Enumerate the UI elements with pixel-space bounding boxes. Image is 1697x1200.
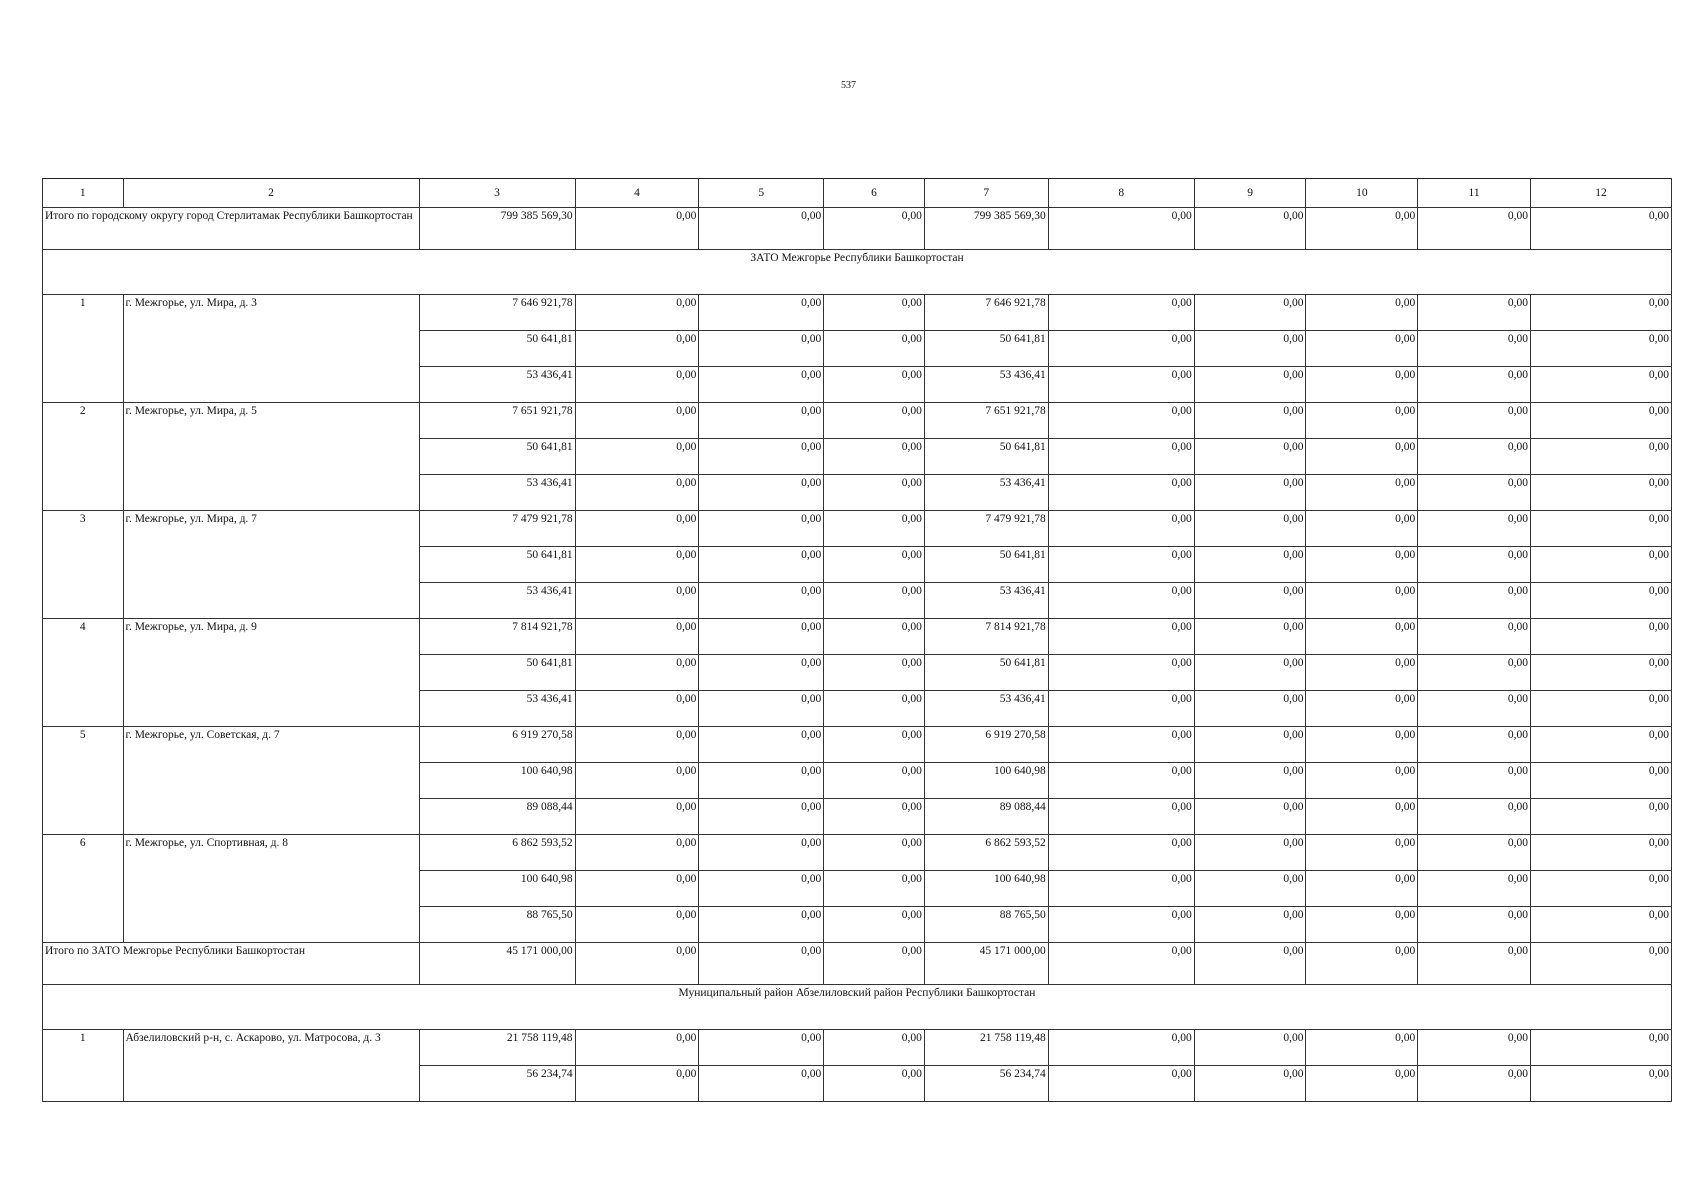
value-col-12: 0,00 <box>1530 295 1671 331</box>
value-col-6: 0,00 <box>824 439 925 475</box>
value-col-5: 0,00 <box>699 295 824 331</box>
column-header-7: 7 <box>924 179 1048 208</box>
value-col-12: 0,00 <box>1530 691 1671 727</box>
value-col-6: 0,00 <box>824 655 925 691</box>
value-col-4: 0,00 <box>575 727 699 763</box>
object-address: г. Межгорье, ул. Мира, д. 7 <box>123 511 419 619</box>
value-col-9: 0,00 <box>1194 1066 1306 1102</box>
value-col-5: 0,00 <box>699 727 824 763</box>
value-col-6: 0,00 <box>824 547 925 583</box>
value-col-3: 88 765,50 <box>419 907 575 943</box>
value-col-10: 0,00 <box>1306 907 1418 943</box>
value-col-9: 0,00 <box>1194 763 1306 799</box>
total-value-col-3: 45 171 000,00 <box>419 943 575 985</box>
value-col-8: 0,00 <box>1048 871 1194 907</box>
value-col-11: 0,00 <box>1418 871 1531 907</box>
value-col-10: 0,00 <box>1306 367 1418 403</box>
value-col-5: 0,00 <box>699 655 824 691</box>
value-col-5: 0,00 <box>699 511 824 547</box>
value-col-3: 7 651 921,78 <box>419 403 575 439</box>
value-col-7: 100 640,98 <box>924 871 1048 907</box>
value-col-3: 7 646 921,78 <box>419 295 575 331</box>
column-header-5: 5 <box>699 179 824 208</box>
total-value-col-11: 0,00 <box>1418 943 1531 985</box>
value-col-9: 0,00 <box>1194 439 1306 475</box>
value-col-10: 0,00 <box>1306 727 1418 763</box>
value-col-12: 0,00 <box>1530 655 1671 691</box>
value-col-10: 0,00 <box>1306 835 1418 871</box>
column-header-6: 6 <box>824 179 925 208</box>
total-value-col-5: 0,00 <box>699 208 824 250</box>
value-col-12: 0,00 <box>1530 475 1671 511</box>
value-col-11: 0,00 <box>1418 619 1531 655</box>
object-address: г. Межгорье, ул. Советская, д. 7 <box>123 727 419 835</box>
value-col-8: 0,00 <box>1048 367 1194 403</box>
value-col-3: 6 862 593,52 <box>419 835 575 871</box>
value-col-7: 100 640,98 <box>924 763 1048 799</box>
value-col-10: 0,00 <box>1306 547 1418 583</box>
value-col-12: 0,00 <box>1530 583 1671 619</box>
value-col-7: 21 758 119,48 <box>924 1030 1048 1066</box>
value-col-6: 0,00 <box>824 367 925 403</box>
value-col-8: 0,00 <box>1048 799 1194 835</box>
total-value-col-4: 0,00 <box>575 943 699 985</box>
total-value-col-7: 799 385 569,30 <box>924 208 1048 250</box>
value-col-10: 0,00 <box>1306 331 1418 367</box>
value-col-4: 0,00 <box>575 1066 699 1102</box>
value-col-7: 7 651 921,78 <box>924 403 1048 439</box>
total-value-col-11: 0,00 <box>1418 208 1531 250</box>
value-col-10: 0,00 <box>1306 1030 1418 1066</box>
value-col-3: 56 234,74 <box>419 1066 575 1102</box>
value-col-4: 0,00 <box>575 871 699 907</box>
value-col-4: 0,00 <box>575 295 699 331</box>
value-col-11: 0,00 <box>1418 1066 1531 1102</box>
table-body <box>43 208 1672 1102</box>
value-col-5: 0,00 <box>699 403 824 439</box>
total-value-col-9: 0,00 <box>1194 208 1306 250</box>
value-col-4: 0,00 <box>575 763 699 799</box>
value-col-5: 0,00 <box>699 331 824 367</box>
value-col-4: 0,00 <box>575 367 699 403</box>
value-col-6: 0,00 <box>824 1030 925 1066</box>
value-col-8: 0,00 <box>1048 691 1194 727</box>
value-col-8: 0,00 <box>1048 547 1194 583</box>
value-col-4: 0,00 <box>575 331 699 367</box>
object-address: г. Межгорье, ул. Мира, д. 3 <box>123 295 419 403</box>
value-col-3: 53 436,41 <box>419 475 575 511</box>
value-col-11: 0,00 <box>1418 799 1531 835</box>
value-col-8: 0,00 <box>1048 511 1194 547</box>
value-col-9: 0,00 <box>1194 403 1306 439</box>
total-value-col-10: 0,00 <box>1306 943 1418 985</box>
value-col-10: 0,00 <box>1306 583 1418 619</box>
value-col-8: 0,00 <box>1048 475 1194 511</box>
value-col-5: 0,00 <box>699 619 824 655</box>
value-col-12: 0,00 <box>1530 727 1671 763</box>
value-col-8: 0,00 <box>1048 439 1194 475</box>
value-col-7: 50 641,81 <box>924 655 1048 691</box>
row-number: 5 <box>43 727 124 835</box>
value-col-9: 0,00 <box>1194 367 1306 403</box>
value-col-10: 0,00 <box>1306 295 1418 331</box>
total-value-col-12: 0,00 <box>1530 943 1671 985</box>
table-row <box>43 835 1672 871</box>
value-col-9: 0,00 <box>1194 1030 1306 1066</box>
value-col-8: 0,00 <box>1048 331 1194 367</box>
value-col-3: 89 088,44 <box>419 799 575 835</box>
column-header-4: 4 <box>575 179 699 208</box>
value-col-9: 0,00 <box>1194 907 1306 943</box>
table-header <box>43 179 1672 208</box>
column-header-2: 2 <box>123 179 419 208</box>
table-row <box>43 511 1672 547</box>
value-col-10: 0,00 <box>1306 403 1418 439</box>
value-col-10: 0,00 <box>1306 511 1418 547</box>
value-col-9: 0,00 <box>1194 547 1306 583</box>
value-col-5: 0,00 <box>699 835 824 871</box>
value-col-7: 50 641,81 <box>924 547 1048 583</box>
value-col-5: 0,00 <box>699 907 824 943</box>
value-col-12: 0,00 <box>1530 1030 1671 1066</box>
value-col-3: 100 640,98 <box>419 763 575 799</box>
total-value-col-10: 0,00 <box>1306 208 1418 250</box>
value-col-4: 0,00 <box>575 511 699 547</box>
total-value-col-5: 0,00 <box>699 943 824 985</box>
value-col-5: 0,00 <box>699 763 824 799</box>
table-row <box>43 403 1672 439</box>
value-col-11: 0,00 <box>1418 727 1531 763</box>
value-col-8: 0,00 <box>1048 835 1194 871</box>
value-col-10: 0,00 <box>1306 475 1418 511</box>
value-col-9: 0,00 <box>1194 655 1306 691</box>
value-col-6: 0,00 <box>824 331 925 367</box>
value-col-5: 0,00 <box>699 1030 824 1066</box>
value-col-9: 0,00 <box>1194 583 1306 619</box>
value-col-4: 0,00 <box>575 835 699 871</box>
value-col-11: 0,00 <box>1418 655 1531 691</box>
value-col-7: 7 814 921,78 <box>924 619 1048 655</box>
value-col-3: 53 436,41 <box>419 583 575 619</box>
value-col-11: 0,00 <box>1418 1030 1531 1066</box>
value-col-8: 0,00 <box>1048 1030 1194 1066</box>
value-col-12: 0,00 <box>1530 367 1671 403</box>
value-col-8: 0,00 <box>1048 583 1194 619</box>
total-value-col-7: 45 171 000,00 <box>924 943 1048 985</box>
total-value-col-3: 799 385 569,30 <box>419 208 575 250</box>
value-col-4: 0,00 <box>575 403 699 439</box>
value-col-9: 0,00 <box>1194 799 1306 835</box>
value-col-7: 88 765,50 <box>924 907 1048 943</box>
value-col-4: 0,00 <box>575 907 699 943</box>
value-col-3: 21 758 119,48 <box>419 1030 575 1066</box>
total-value-col-4: 0,00 <box>575 208 699 250</box>
value-col-7: 56 234,74 <box>924 1066 1048 1102</box>
value-col-8: 0,00 <box>1048 907 1194 943</box>
value-col-9: 0,00 <box>1194 511 1306 547</box>
value-col-11: 0,00 <box>1418 403 1531 439</box>
table-row <box>43 295 1672 331</box>
value-col-4: 0,00 <box>575 655 699 691</box>
value-col-7: 53 436,41 <box>924 367 1048 403</box>
value-col-3: 100 640,98 <box>419 871 575 907</box>
value-col-6: 0,00 <box>824 727 925 763</box>
value-col-5: 0,00 <box>699 475 824 511</box>
value-col-7: 6 919 270,58 <box>924 727 1048 763</box>
value-col-6: 0,00 <box>824 907 925 943</box>
value-col-5: 0,00 <box>699 547 824 583</box>
value-col-12: 0,00 <box>1530 871 1671 907</box>
value-col-9: 0,00 <box>1194 727 1306 763</box>
value-col-11: 0,00 <box>1418 763 1531 799</box>
section-row <box>43 985 1672 1030</box>
value-col-6: 0,00 <box>824 835 925 871</box>
value-col-12: 0,00 <box>1530 835 1671 871</box>
value-col-12: 0,00 <box>1530 1066 1671 1102</box>
object-address: г. Межгорье, ул. Мира, д. 9 <box>123 619 419 727</box>
value-col-4: 0,00 <box>575 439 699 475</box>
total-value-col-6: 0,00 <box>824 208 925 250</box>
value-col-4: 0,00 <box>575 799 699 835</box>
value-col-3: 7 479 921,78 <box>419 511 575 547</box>
value-col-6: 0,00 <box>824 799 925 835</box>
table-row <box>43 1030 1672 1066</box>
value-col-3: 6 919 270,58 <box>419 727 575 763</box>
value-col-12: 0,00 <box>1530 907 1671 943</box>
value-col-7: 7 646 921,78 <box>924 295 1048 331</box>
value-col-5: 0,00 <box>699 691 824 727</box>
value-col-3: 50 641,81 <box>419 655 575 691</box>
value-col-6: 0,00 <box>824 475 925 511</box>
value-col-10: 0,00 <box>1306 799 1418 835</box>
total-value-col-9: 0,00 <box>1194 943 1306 985</box>
section-title: Муниципальный район Абзелиловский район Республики Башкортостан <box>43 985 1672 1030</box>
total-label: Итого по ЗАТО Межгорье Республики Башкортостан <box>43 943 420 985</box>
value-col-5: 0,00 <box>699 439 824 475</box>
value-col-10: 0,00 <box>1306 871 1418 907</box>
object-address: г. Межгорье, ул. Мира, д. 5 <box>123 403 419 511</box>
value-col-11: 0,00 <box>1418 475 1531 511</box>
total-value-col-6: 0,00 <box>824 943 925 985</box>
value-col-11: 0,00 <box>1418 439 1531 475</box>
value-col-9: 0,00 <box>1194 475 1306 511</box>
value-col-4: 0,00 <box>575 619 699 655</box>
value-col-6: 0,00 <box>824 691 925 727</box>
total-value-col-8: 0,00 <box>1048 943 1194 985</box>
value-col-6: 0,00 <box>824 583 925 619</box>
value-col-8: 0,00 <box>1048 655 1194 691</box>
value-col-5: 0,00 <box>699 1066 824 1102</box>
total-value-col-8: 0,00 <box>1048 208 1194 250</box>
total-value-col-12: 0,00 <box>1530 208 1671 250</box>
value-col-9: 0,00 <box>1194 871 1306 907</box>
value-col-7: 53 436,41 <box>924 475 1048 511</box>
value-col-6: 0,00 <box>824 619 925 655</box>
object-address: Абзелиловский р-н, с. Аскарово, ул. Матросова, д. 3 <box>123 1030 419 1102</box>
value-col-6: 0,00 <box>824 763 925 799</box>
value-col-7: 53 436,41 <box>924 691 1048 727</box>
row-number: 3 <box>43 511 124 619</box>
value-col-8: 0,00 <box>1048 295 1194 331</box>
value-col-9: 0,00 <box>1194 835 1306 871</box>
table-row <box>43 727 1672 763</box>
row-number: 4 <box>43 619 124 727</box>
value-col-9: 0,00 <box>1194 619 1306 655</box>
value-col-6: 0,00 <box>824 1066 925 1102</box>
value-col-8: 0,00 <box>1048 619 1194 655</box>
value-col-11: 0,00 <box>1418 367 1531 403</box>
column-header-10: 10 <box>1306 179 1418 208</box>
value-col-8: 0,00 <box>1048 1066 1194 1102</box>
column-header-12: 12 <box>1530 179 1671 208</box>
total-row <box>43 943 1672 985</box>
value-col-12: 0,00 <box>1530 511 1671 547</box>
value-col-11: 0,00 <box>1418 547 1531 583</box>
value-col-9: 0,00 <box>1194 331 1306 367</box>
value-col-4: 0,00 <box>575 1030 699 1066</box>
value-col-10: 0,00 <box>1306 1066 1418 1102</box>
value-col-9: 0,00 <box>1194 691 1306 727</box>
value-col-6: 0,00 <box>824 403 925 439</box>
value-col-3: 50 641,81 <box>419 439 575 475</box>
value-col-10: 0,00 <box>1306 691 1418 727</box>
value-col-11: 0,00 <box>1418 511 1531 547</box>
value-col-7: 50 641,81 <box>924 331 1048 367</box>
page-number: 537 <box>841 80 856 91</box>
value-col-11: 0,00 <box>1418 583 1531 619</box>
value-col-3: 7 814 921,78 <box>419 619 575 655</box>
value-col-5: 0,00 <box>699 799 824 835</box>
value-col-11: 0,00 <box>1418 331 1531 367</box>
value-col-12: 0,00 <box>1530 799 1671 835</box>
value-col-11: 0,00 <box>1418 907 1531 943</box>
value-col-10: 0,00 <box>1306 655 1418 691</box>
value-col-7: 50 641,81 <box>924 439 1048 475</box>
value-col-7: 53 436,41 <box>924 583 1048 619</box>
value-col-3: 50 641,81 <box>419 547 575 583</box>
value-col-4: 0,00 <box>575 691 699 727</box>
column-header-3: 3 <box>419 179 575 208</box>
value-col-11: 0,00 <box>1418 835 1531 871</box>
budget-table <box>42 178 1672 1102</box>
value-col-4: 0,00 <box>575 475 699 511</box>
row-number: 2 <box>43 403 124 511</box>
value-col-10: 0,00 <box>1306 619 1418 655</box>
value-col-5: 0,00 <box>699 367 824 403</box>
value-col-7: 89 088,44 <box>924 799 1048 835</box>
value-col-6: 0,00 <box>824 871 925 907</box>
value-col-12: 0,00 <box>1530 547 1671 583</box>
value-col-12: 0,00 <box>1530 619 1671 655</box>
row-number: 1 <box>43 295 124 403</box>
value-col-5: 0,00 <box>699 871 824 907</box>
value-col-8: 0,00 <box>1048 403 1194 439</box>
row-number: 1 <box>43 1030 124 1102</box>
value-col-12: 0,00 <box>1530 763 1671 799</box>
column-header-9: 9 <box>1194 179 1306 208</box>
column-header-11: 11 <box>1418 179 1531 208</box>
value-col-8: 0,00 <box>1048 763 1194 799</box>
row-number: 6 <box>43 835 124 943</box>
value-col-11: 0,00 <box>1418 295 1531 331</box>
value-col-4: 0,00 <box>575 583 699 619</box>
value-col-3: 50 641,81 <box>419 331 575 367</box>
header-row <box>43 179 1672 208</box>
value-col-10: 0,00 <box>1306 763 1418 799</box>
section-title: ЗАТО Межгорье Республики Башкортостан <box>43 250 1672 295</box>
column-header-1: 1 <box>43 179 124 208</box>
value-col-7: 7 479 921,78 <box>924 511 1048 547</box>
section-row <box>43 250 1672 295</box>
value-col-6: 0,00 <box>824 511 925 547</box>
value-col-5: 0,00 <box>699 583 824 619</box>
column-header-8: 8 <box>1048 179 1194 208</box>
value-col-3: 53 436,41 <box>419 367 575 403</box>
value-col-12: 0,00 <box>1530 331 1671 367</box>
value-col-7: 6 862 593,52 <box>924 835 1048 871</box>
value-col-6: 0,00 <box>824 295 925 331</box>
table-row <box>43 619 1672 655</box>
value-col-11: 0,00 <box>1418 691 1531 727</box>
value-col-3: 53 436,41 <box>419 691 575 727</box>
value-col-10: 0,00 <box>1306 439 1418 475</box>
total-label: Итого по городскому округу город Стерлитамак Республики Башкортостан <box>43 208 420 250</box>
value-col-4: 0,00 <box>575 547 699 583</box>
value-col-12: 0,00 <box>1530 403 1671 439</box>
value-col-12: 0,00 <box>1530 439 1671 475</box>
total-row <box>43 208 1672 250</box>
object-address: г. Межгорье, ул. Спортивная, д. 8 <box>123 835 419 943</box>
value-col-8: 0,00 <box>1048 727 1194 763</box>
value-col-9: 0,00 <box>1194 295 1306 331</box>
